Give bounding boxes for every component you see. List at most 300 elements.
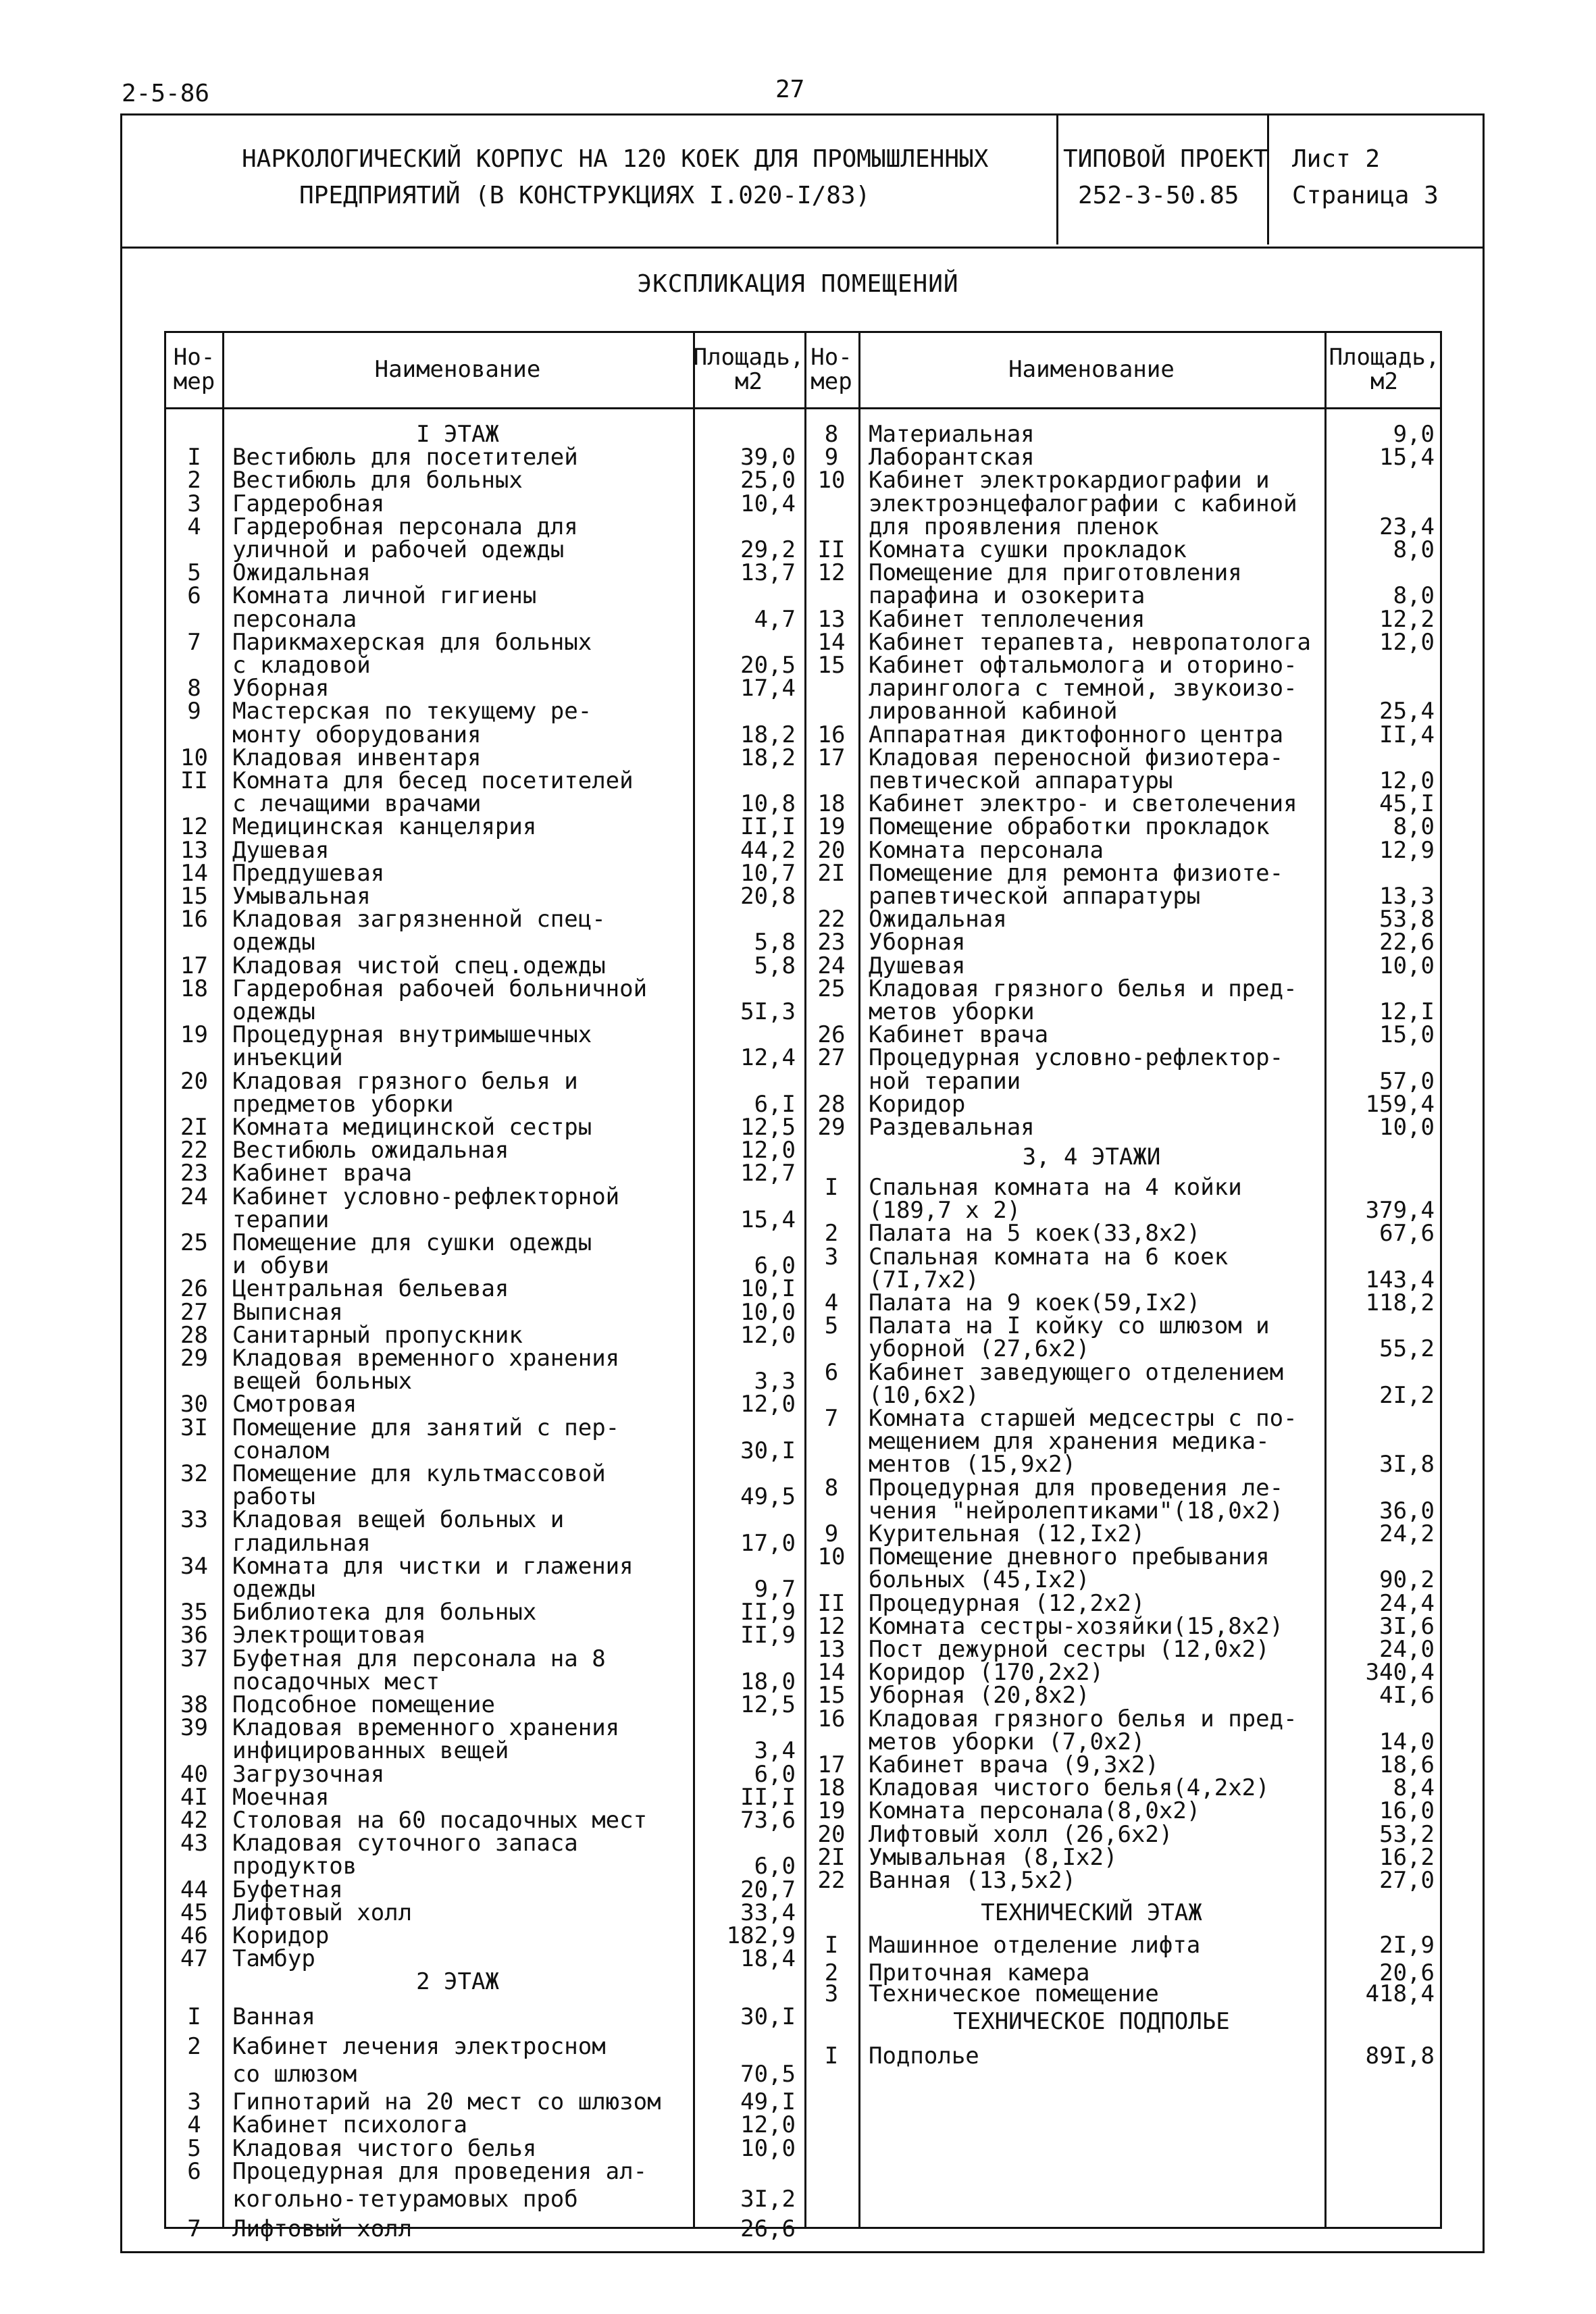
room-name: работы	[232, 1483, 315, 1511]
title-divider	[1056, 113, 1058, 245]
room-name: рапевтической аппаратуры	[869, 883, 1201, 910]
room-number: 27	[817, 1044, 846, 1072]
room-area: 33,4	[740, 1899, 796, 1926]
room-area: 6,0	[754, 1853, 796, 1880]
room-name: Ванная (13,5х2)	[869, 1866, 1077, 1894]
room-name: Кабинет врача (9,3х2)	[869, 1751, 1159, 1778]
room-area: 379,4	[1365, 1197, 1435, 1225]
room-name: Загрузочная	[232, 1760, 385, 1788]
floor-heading: 3, 4 ЭТАЖИ	[1022, 1143, 1161, 1171]
room-name: гладильная	[232, 1529, 371, 1557]
room-number: 9	[187, 698, 201, 725]
room-number: 10	[817, 467, 846, 494]
page-number: 27	[775, 76, 805, 103]
room-area: 15,0	[1379, 1021, 1435, 1049]
room-area: 18,0	[740, 1668, 796, 1695]
room-name: Подсобное помещение	[232, 1691, 495, 1718]
room-number: 22	[817, 1866, 846, 1894]
room-number: 4	[187, 2111, 201, 2139]
room-name: Комната сестры-хозяйки(15,8х2)	[869, 1612, 1284, 1640]
room-name: Кладовая временного хранения	[232, 1714, 620, 1742]
room-name: Техническое помещение	[869, 1980, 1159, 2007]
room-area: 89I,8	[1365, 2042, 1435, 2069]
room-number: 12	[817, 559, 846, 587]
room-area: 24,0	[1379, 1635, 1435, 1663]
room-name: Курительная (12,Iх2)	[869, 1520, 1145, 1547]
room-name: Помещение для культмассовой	[232, 1460, 606, 1487]
room-number: 10	[180, 744, 208, 771]
room-number: 42	[180, 1807, 208, 1834]
room-area: 44,2	[740, 836, 796, 864]
room-number: 24	[817, 952, 846, 979]
room-name: инъекций	[232, 1044, 343, 1072]
room-name: Кладовая чистого белья	[232, 2134, 537, 2162]
room-name: Коридор	[232, 1922, 330, 1949]
room-number: 38	[180, 1691, 208, 1718]
room-number: 44	[180, 1876, 208, 1903]
room-area: 3I,8	[1379, 1451, 1435, 1479]
room-area: 6,0	[754, 1760, 796, 1788]
room-number: 2	[824, 1959, 839, 1986]
room-name: Палата на I койку со шлюзом и	[869, 1312, 1270, 1340]
room-name: Комната старшей медсестры с по-	[869, 1404, 1297, 1432]
room-number: 2I	[180, 1114, 208, 1141]
room-name: Уборная	[232, 675, 330, 702]
room-name: терапии	[232, 1206, 330, 1233]
room-area: 9,7	[754, 1576, 796, 1603]
room-area: 3I,6	[1379, 1612, 1435, 1640]
room-name: Кладовая чистой спец.одежды	[232, 952, 606, 979]
room-name: Тамбур	[232, 1945, 315, 1973]
room-number: 29	[817, 1114, 846, 1141]
title-line-2: ПРЕДПРИЯТИЙ (В КОНСТРУКЦИЯХ I.020-I/83)	[299, 182, 871, 209]
room-name: парафина и озокерита	[869, 582, 1145, 610]
room-number: 16	[817, 721, 846, 748]
room-number: 23	[817, 929, 846, 956]
room-number: 14	[180, 859, 208, 887]
room-number: I	[187, 444, 201, 471]
room-number: 18	[817, 1774, 846, 1802]
room-area: 18,2	[740, 744, 796, 771]
room-name: Кладовая грязного белья и	[232, 1067, 578, 1095]
room-number: 16	[180, 906, 208, 933]
room-name: одежды	[232, 929, 315, 956]
column-divider	[858, 333, 860, 2227]
header-divider	[166, 407, 1440, 409]
room-area: 5I,3	[740, 998, 796, 1025]
room-name: Буфетная для персонала на 8	[232, 1645, 606, 1672]
room-number: 8	[824, 1474, 839, 1501]
room-number: I	[187, 2003, 201, 2030]
room-name: Помещение обработки прокладок	[869, 813, 1270, 841]
room-area: 67,6	[1379, 1220, 1435, 1248]
room-number: 18	[817, 790, 846, 818]
room-area: 14,0	[1379, 1728, 1435, 1755]
room-area: 12,9	[1379, 836, 1435, 864]
room-name: Кладовая вещей больных и	[232, 1506, 565, 1534]
room-area: 3,4	[754, 1737, 796, 1765]
room-area: 340,4	[1365, 1659, 1435, 1687]
room-area: 30,I	[740, 1437, 796, 1464]
room-name: Преддушевая	[232, 859, 385, 887]
room-area: 12,0	[740, 2111, 796, 2139]
room-area: 24,2	[1379, 1520, 1435, 1547]
room-area: 2I,9	[1379, 1931, 1435, 1959]
room-name: Материальная	[869, 421, 1035, 448]
room-number: 17	[817, 1751, 846, 1778]
room-number: 13	[180, 836, 208, 864]
room-number: 33	[180, 1506, 208, 1534]
title-block	[120, 113, 1485, 249]
room-name: Процедурная для проведения ал-	[232, 2157, 648, 2185]
room-name: предметов уборки	[232, 1090, 454, 1118]
room-area: 10,4	[740, 490, 796, 517]
header-area-right	[1324, 345, 1444, 394]
room-number: 17	[180, 952, 208, 979]
room-area: 5,8	[754, 952, 796, 979]
room-name: Выписная	[232, 1298, 343, 1326]
room-name: Кладовая чистого белья(4,2х2)	[869, 1774, 1270, 1802]
room-name: Спальная комната на 6 коек	[869, 1243, 1229, 1270]
room-area: 20,8	[740, 883, 796, 910]
room-number: 3I	[180, 1414, 208, 1441]
room-name: вещей больных	[232, 1368, 413, 1395]
room-number: 4	[824, 1289, 839, 1316]
room-name: с кладовой	[232, 652, 371, 679]
room-area: 118,2	[1365, 1289, 1435, 1316]
room-name: Лифтовый холл	[232, 1899, 413, 1926]
room-area: 17,4	[740, 675, 796, 702]
room-number: 47	[180, 1945, 208, 1973]
room-name: с лечащими врачами	[232, 790, 482, 818]
room-name: Кладовая грязного белья и пред-	[869, 975, 1297, 1002]
room-area: 55,2	[1379, 1335, 1435, 1363]
room-name: Процедурная (12,2х2)	[869, 1589, 1145, 1617]
floor-heading: ТЕХНИЧЕСКИЙ ЭТАЖ	[981, 1899, 1202, 1926]
room-area: 18,4	[740, 1945, 796, 1973]
room-name: Раздевальная	[869, 1114, 1035, 1141]
room-number: 6	[824, 1358, 839, 1386]
room-name: Помещение дневного пребывания	[869, 1543, 1270, 1571]
room-name: уличной и рабочей одежды	[232, 536, 565, 563]
floor-heading: 2 ЭТАЖ	[416, 1968, 499, 1996]
room-area: 8,0	[1393, 582, 1435, 610]
section-title: ЭКСПЛИКАЦИЯ ПОМЕЩЕНИЙ	[637, 270, 959, 298]
room-name: Кладовая грязного белья и пред-	[869, 1705, 1297, 1732]
room-area: II,4	[1379, 721, 1435, 748]
room-name: инфицированных вещей	[232, 1737, 509, 1765]
room-name: Душевая	[869, 952, 966, 979]
room-name: Помещение для ремонта физиоте-	[869, 859, 1284, 887]
room-name: когольно-тетурамовых проб	[232, 2185, 578, 2213]
room-area: 12,4	[740, 1044, 796, 1072]
room-area: 159,4	[1365, 1090, 1435, 1118]
room-name: Умывальная	[232, 883, 371, 910]
room-name: Мастерская по текущему ре-	[232, 698, 592, 725]
room-name: Ожидальная	[232, 559, 371, 587]
room-area: 20,6	[1379, 1959, 1435, 1986]
room-name: Буфетная	[232, 1876, 343, 1903]
room-area: 4I,6	[1379, 1682, 1435, 1709]
room-area: 17,0	[740, 1529, 796, 1557]
room-area: 18,6	[1379, 1751, 1435, 1778]
room-name: (10,6х2)	[869, 1381, 979, 1409]
room-name: Кабинет врача	[232, 1160, 413, 1187]
room-number: 27	[180, 1298, 208, 1326]
room-name: Вестибюль ожидальная	[232, 1137, 509, 1164]
room-area: 10,0	[1379, 952, 1435, 979]
room-name: Палата на 9 коек(59,Iх2)	[869, 1289, 1201, 1316]
room-name: Комната персонала	[869, 836, 1104, 864]
room-number: 15	[180, 883, 208, 910]
room-number: 19	[817, 813, 846, 841]
room-name: Процедурная внутримышечных	[232, 1021, 592, 1049]
room-area: 25,0	[740, 467, 796, 494]
room-name: лированной кабиной	[869, 698, 1118, 725]
header-area-right-line1: Площадь,	[1329, 344, 1440, 371]
room-name: певтической аппаратуры	[869, 767, 1173, 794]
room-number: 25	[817, 975, 846, 1002]
room-area: 13,3	[1379, 883, 1435, 910]
room-area: 24,4	[1379, 1589, 1435, 1617]
title-divider	[1267, 113, 1269, 245]
room-area: 12,2	[1379, 605, 1435, 633]
room-number: 19	[817, 1797, 846, 1825]
room-number: 3	[187, 2088, 201, 2116]
room-number: 6	[187, 582, 201, 610]
room-name: и обуви	[232, 1252, 330, 1280]
room-name: Кладовая временного хранения	[232, 1345, 620, 1372]
room-number: 20	[817, 836, 846, 864]
room-name: одежды	[232, 998, 315, 1025]
room-area: 12,0	[740, 1137, 796, 1164]
room-area: 49,I	[740, 2088, 796, 2116]
header-num-right-line2: мер	[810, 368, 852, 395]
room-name: Моечная	[232, 1783, 330, 1811]
room-name: Уборная (20,8х2)	[869, 1682, 1090, 1709]
room-name: Лифтовый холл	[232, 2215, 413, 2243]
room-name: Комната личной гигиены	[232, 582, 537, 610]
room-name: Санитарный пропускник	[232, 1321, 523, 1349]
room-area: 4,7	[754, 605, 796, 633]
room-area: II,9	[740, 1599, 796, 1626]
room-name: Кабинет теплолечения	[869, 605, 1145, 633]
room-name: Лифтовый холл (26,6х2)	[869, 1820, 1173, 1848]
room-name: Электрощитовая	[232, 1622, 426, 1649]
room-area: 16,0	[1379, 1797, 1435, 1825]
room-name: Лаборантская	[869, 444, 1035, 471]
room-name: Приточная камера	[869, 1959, 1090, 1986]
room-name: метов уборки (7,0х2)	[869, 1728, 1145, 1755]
room-number: 19	[180, 1021, 208, 1049]
room-name: Душевая	[232, 836, 330, 864]
room-area: 18,2	[740, 721, 796, 748]
room-number: 15	[817, 1682, 846, 1709]
room-name: Палата на 5 коек(33,8х2)	[869, 1220, 1201, 1248]
room-area: 9,0	[1393, 421, 1435, 448]
room-number: 28	[180, 1321, 208, 1349]
room-area: 12,0	[740, 1391, 796, 1418]
room-name: ментов (15,9х2)	[869, 1451, 1077, 1479]
room-area: 6,0	[754, 1252, 796, 1280]
room-name: Кабинет лечения электросном	[232, 2033, 606, 2061]
room-number: 37	[180, 1645, 208, 1672]
room-number: I	[824, 1931, 839, 1959]
room-number: 16	[817, 1705, 846, 1732]
room-number: 2	[824, 1220, 839, 1248]
room-area: 10,8	[740, 790, 796, 818]
room-name: (7I,7х2)	[869, 1266, 979, 1293]
document-code: 2-5-86	[122, 80, 210, 107]
room-name: Кладовая инвентаря	[232, 744, 482, 771]
room-area: 25,4	[1379, 698, 1435, 725]
room-name: Помещение для сушки одежды	[232, 1229, 592, 1256]
room-area: II,I	[740, 813, 796, 841]
title-line-1: НАРКОЛОГИЧЕСКИЙ КОРПУС НА 120 КОЕК ДЛЯ ПРОМЫШЛЕННЫХ	[242, 145, 989, 173]
room-area: 20,5	[740, 652, 796, 679]
room-area: 10,I	[740, 1275, 796, 1303]
room-name: Машинное отделение лифта	[869, 1931, 1201, 1959]
room-name: ной терапии	[869, 1067, 1021, 1095]
room-area: 12,7	[740, 1160, 796, 1187]
room-name: Комната персонала(8,0х2)	[869, 1797, 1201, 1825]
room-number: 20	[817, 1820, 846, 1848]
header-area-right-line2: м2	[1370, 368, 1398, 395]
room-number: 9	[824, 444, 839, 471]
room-number: 8	[187, 675, 201, 702]
room-name: Ванная	[232, 2003, 315, 2030]
room-name: Ожидальная	[869, 906, 1007, 933]
room-name: Комната медицинской сестры	[232, 1114, 592, 1141]
room-name: Уборная	[869, 929, 966, 956]
header-num-line2: мер	[173, 368, 215, 395]
room-number: 12	[817, 1612, 846, 1640]
room-number: 23	[180, 1160, 208, 1187]
room-area: 30,I	[740, 2003, 796, 2030]
room-area: 2I,2	[1379, 1381, 1435, 1409]
room-number: 15	[817, 652, 846, 679]
room-area: 36,0	[1379, 1497, 1435, 1524]
room-area: 10,0	[1379, 1114, 1435, 1141]
header-num-right-line1: Но-	[810, 344, 852, 371]
room-number: 10	[817, 1543, 846, 1571]
room-area: 53,2	[1379, 1820, 1435, 1848]
room-name: Парикмахерская для больных	[232, 628, 592, 656]
room-number: 8	[824, 421, 839, 448]
room-number: 6	[187, 2157, 201, 2185]
room-name: Библиотека для больных	[232, 1599, 537, 1626]
room-area: 3I,2	[740, 2185, 796, 2213]
room-name: Подполье	[869, 2042, 979, 2069]
room-number: 5	[824, 1312, 839, 1340]
room-number: 4	[187, 513, 201, 540]
room-area: 10,0	[740, 2134, 796, 2162]
room-number: 32	[180, 1460, 208, 1487]
room-name: Столовая на 60 посадочных мест	[232, 1807, 648, 1834]
room-name: Аппаратная диктофонного центра	[869, 721, 1284, 748]
floor-heading: I ЭТАЖ	[416, 421, 499, 448]
room-name: персонала	[232, 605, 357, 633]
room-number: 12	[180, 813, 208, 841]
room-area: 70,5	[740, 2061, 796, 2088]
room-area: 26,6	[740, 2215, 796, 2243]
room-area: 90,2	[1379, 1566, 1435, 1594]
room-area: 3,3	[754, 1368, 796, 1395]
room-area: 12,5	[740, 1114, 796, 1141]
room-number: 5	[187, 559, 201, 587]
room-area: 16,2	[1379, 1843, 1435, 1871]
room-number: 18	[180, 975, 208, 1002]
room-number: 26	[180, 1275, 208, 1303]
room-number: 29	[180, 1345, 208, 1372]
room-name: Гардеробная рабочей больничной	[232, 975, 648, 1002]
room-number: II	[817, 1589, 846, 1617]
room-area: 10,0	[740, 1298, 796, 1326]
room-number: 3	[824, 1243, 839, 1270]
room-name: Кабинет заведующего отделением	[869, 1358, 1284, 1386]
room-area: 12,0	[1379, 628, 1435, 656]
room-name: Гипнотарий на 20 мест со шлюзом	[232, 2088, 661, 2116]
room-area: 12,0	[1379, 767, 1435, 794]
room-area: II,9	[740, 1622, 796, 1649]
room-name: Кладовая переносной физиотера-	[869, 744, 1284, 771]
room-name: Центральная бельевая	[232, 1275, 509, 1303]
room-name: Помещение для приготовления	[869, 559, 1242, 587]
room-number: 34	[180, 1552, 208, 1580]
room-area: 29,2	[740, 536, 796, 563]
room-name: со шлюзом	[232, 2061, 357, 2088]
room-number: 17	[817, 744, 846, 771]
room-number: 20	[180, 1067, 208, 1095]
room-name: ларинголога с темной, звукоизо-	[869, 675, 1297, 702]
room-name: (189,7 х 2)	[869, 1197, 1021, 1225]
room-number: II	[817, 536, 846, 563]
room-number: 43	[180, 1830, 208, 1857]
room-area: 15,4	[1379, 444, 1435, 471]
room-number: 46	[180, 1922, 208, 1949]
header-name-right: Наименование	[1008, 356, 1175, 383]
room-name: Кабинет электрокардиографии и	[869, 467, 1270, 494]
header-num	[166, 345, 222, 394]
room-area: 49,5	[740, 1483, 796, 1511]
room-name: монту оборудования	[232, 721, 482, 748]
room-name: метов уборки	[869, 998, 1035, 1025]
room-name: Процедурная условно-рефлектор-	[869, 1044, 1284, 1072]
room-name: Пост дежурной сестры (12,0х2)	[869, 1635, 1270, 1663]
room-name: Комната для бесед посетителей	[232, 767, 634, 794]
room-name: Смотровая	[232, 1391, 357, 1418]
header-area-line2: м2	[735, 368, 763, 395]
room-name: мещением для хранения медика-	[869, 1428, 1270, 1456]
column-divider	[222, 333, 224, 2227]
room-name: Кладовая суточного запаса	[232, 1830, 578, 1857]
room-name: Коридор	[869, 1090, 966, 1118]
room-number: 13	[817, 605, 846, 633]
room-number: 22	[817, 906, 846, 933]
room-number: 3	[187, 490, 201, 517]
header-name: Наименование	[374, 356, 541, 383]
room-number: 3	[824, 1980, 839, 2007]
room-name: Коридор (170,2х2)	[869, 1659, 1104, 1687]
room-area: 10,7	[740, 859, 796, 887]
room-number: 5	[187, 2134, 201, 2162]
room-number: 2	[187, 2033, 201, 2061]
room-area: 53,8	[1379, 906, 1435, 933]
room-number: 40	[180, 1760, 208, 1788]
room-number: II	[180, 767, 208, 794]
room-number: 22	[180, 1137, 208, 1164]
room-number: 4I	[180, 1783, 208, 1811]
